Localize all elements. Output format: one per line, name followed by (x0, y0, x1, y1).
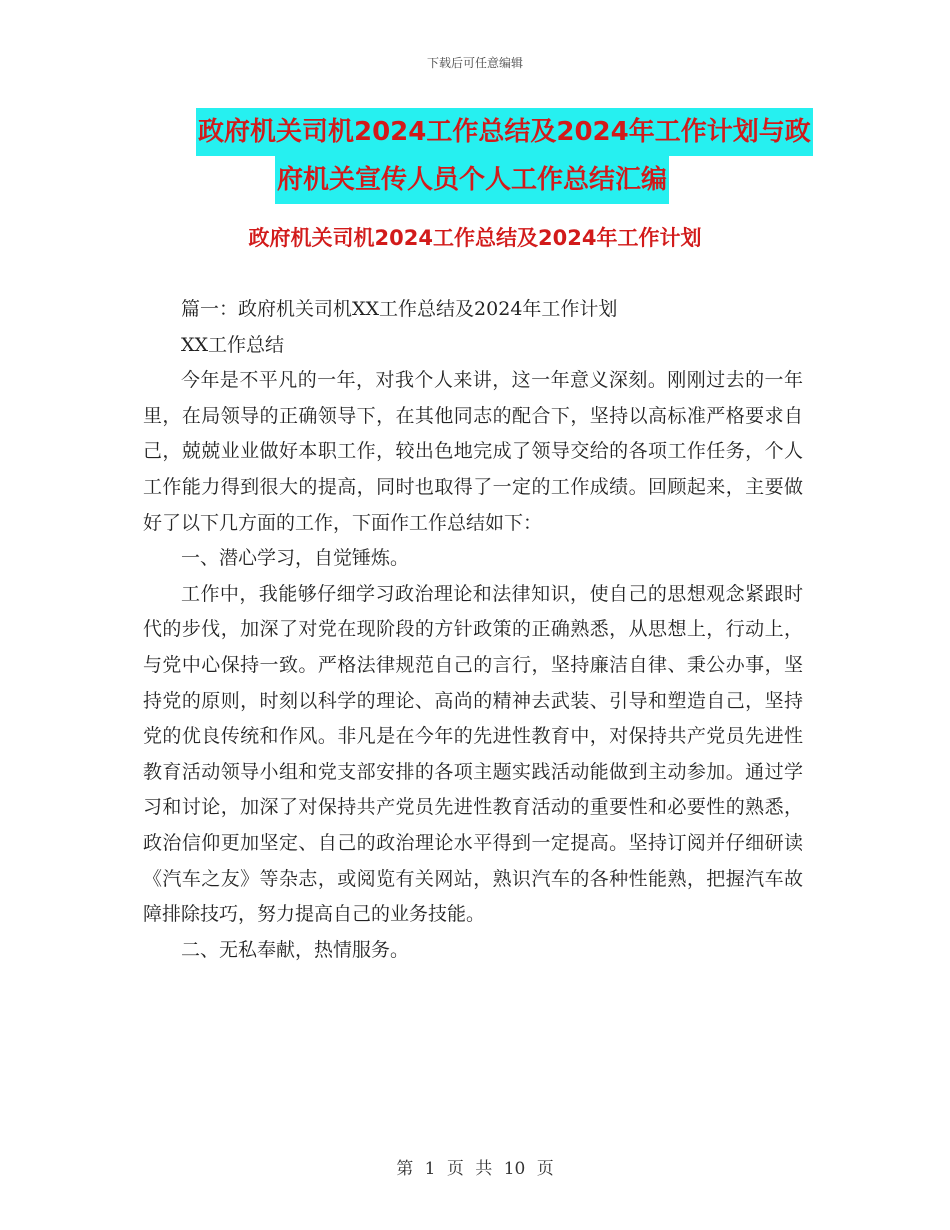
page-number: 第 1 页 共 10 页 (396, 1159, 554, 1179)
paragraph-section-1-body: 工作中，我能够仔细学习政治理论和法律知识，使自己的思想观念紧跟时代的步伐，加深了对党在现阶段的方针政策的正确熟悉，从思想上，行动上，与党中心保持一致。严格法律规范自己的言行，坚持廉洁自律、秉公办事，坚持党的原则，时刻以科学的理论、高尚的精神去武装、引导和塑造自己，坚持党的优良传统和作风。非凡是在今年的先进性教育中，对保持共产党员先进性教育活动领导小组和党支部安排的各项主题实践活动能做到主动参加。通过学习和讨论，加深了对保持共产党员先进性教育活动的重要性和必要性的熟悉，政治信仰更加坚定、自己的政治理论水平得到一定提高。坚持订阅并仔细研读《汽车之友》等杂志，或阅览有关网站，熟识汽车的各种性能熟，把握汽车故障排除技巧，努力提高自己的业务技能。 (143, 582, 803, 926)
header-note: 下载后可任意编辑 (426, 56, 523, 70)
document-body (143, 292, 803, 968)
paragraph-section-1-heading: 一、潜心学习，自觉锤炼。 (181, 547, 410, 570)
paragraph-heading: XX工作总结 (181, 333, 285, 356)
title-line-1: 政府机关司机2024工作总结及2024年工作计划与政 (196, 108, 813, 156)
paragraph-intro: 今年是不平凡的一年，对我个人来讲，这一年意义深刻。刚刚过去的一年里，在局领导的正确领导下，在其他同志的配合下，坚持以高标准严格要求自己，兢兢业业做好本职工作，较出色地完成了领导交给的各项工作任务，个人工作能力得到很大的提高，同时也取得了一定的工作成绩。回顾起来，主要做好了以下几方面的工作，下面作工作总结如下： (143, 369, 803, 534)
title-line-2: 府机关宣传人员个人工作总结汇编 (275, 156, 669, 204)
paragraph-subtitle: 篇一：政府机关司机XX工作总结及2024年工作计划 (181, 298, 618, 320)
document-title (180, 108, 820, 204)
section-title: 政府机关司机2024工作总结及2024年工作计划 (248, 226, 702, 250)
paragraph-section-2-heading: 二、无私奉献，热情服务。 (181, 938, 410, 961)
